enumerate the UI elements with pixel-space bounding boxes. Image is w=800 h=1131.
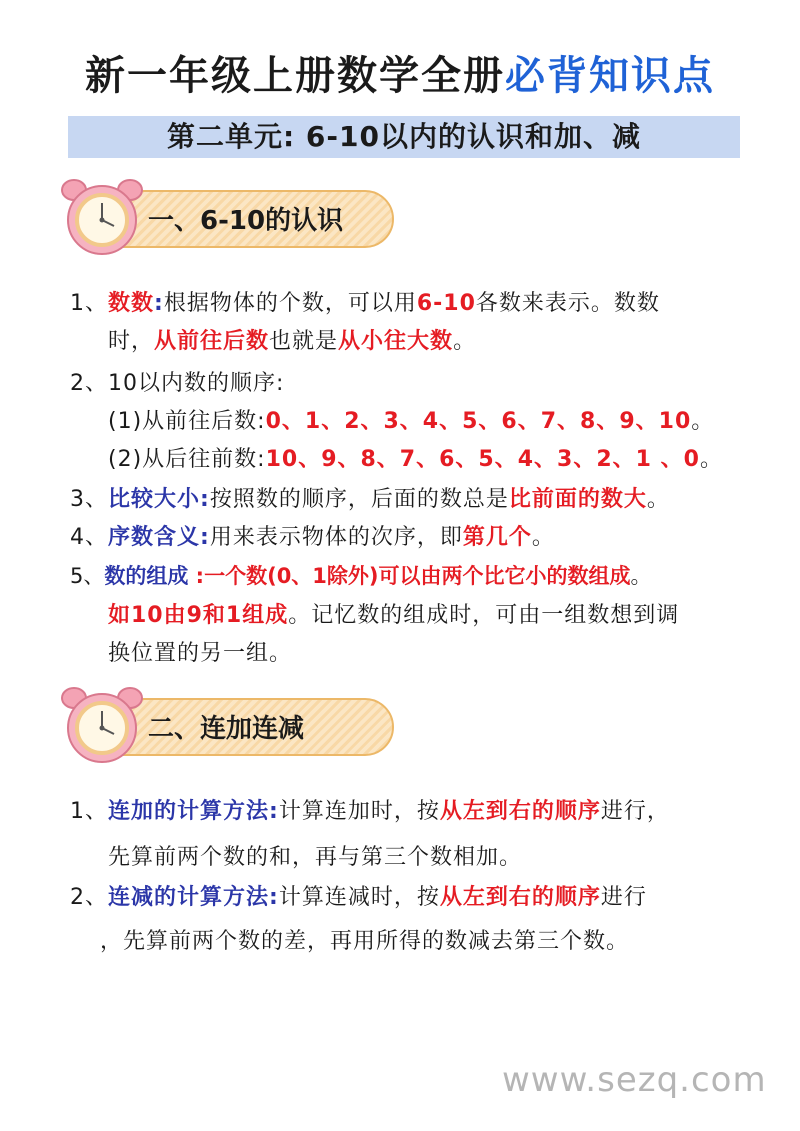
list-item-continuation: 先算前两个数的和，再与第三个数相加。 <box>108 845 523 870</box>
watermark: www.sezq.com <box>502 1060 767 1100</box>
page-title: 新一年级上册数学全册必背知识点 <box>85 53 715 99</box>
alarm-clock-icon <box>58 176 148 258</box>
list-item-continuation: 如10由9和1组成。记忆数的组成时，可由一组数想到调 <box>108 603 680 628</box>
list-item-continuation: 时，从前往后数也就是从小往大数。 <box>108 329 477 354</box>
list-item: 1、连加的计算方法:计算连加时，按从左到右的顺序进行， <box>70 799 670 824</box>
list-item-continuation: 换位置的另一组。 <box>108 641 293 666</box>
title-highlight: 必背知识点 <box>505 53 715 99</box>
list-item: 5、数的组成 :一个数(0、1除外)可以由两个比它小的数组成。 <box>70 564 652 588</box>
list-item: 1、数数:根据物体的个数，可以用6-10各数来表示。数数 <box>70 291 660 316</box>
list-subitem: (2)从后往前数:10、9、8、7、6、5、4、3、2、1 、0。 <box>108 447 723 472</box>
list-item: 4、序数含义:用来表示物体的次序，即第几个。 <box>70 525 555 550</box>
alarm-clock-icon <box>58 684 148 766</box>
list-item: 2、连减的计算方法:计算连减时，按从左到右的顺序进行 <box>70 885 647 910</box>
section-heading-1 <box>58 176 358 258</box>
section-heading-label: 一、6-10的认识 <box>148 206 344 236</box>
section-heading-label: 二、连加连减 <box>148 714 305 744</box>
list-subitem: (1)从前往后数:0、1、2、3、4、5、6、7、8、9、10。 <box>108 409 715 434</box>
list-item: 2、10以内数的顺序: <box>70 371 285 396</box>
list-item-continuation: ，先算前两个数的差，再用所得的数减去第三个数。 <box>100 929 630 954</box>
list-item: 3、比较大小:按照数的顺序，后面的数总是比前面的数大。 <box>70 487 670 512</box>
unit-title: 第二单元: 6-10以内的认识和加、减 <box>68 116 740 158</box>
section-heading-2 <box>58 684 358 766</box>
